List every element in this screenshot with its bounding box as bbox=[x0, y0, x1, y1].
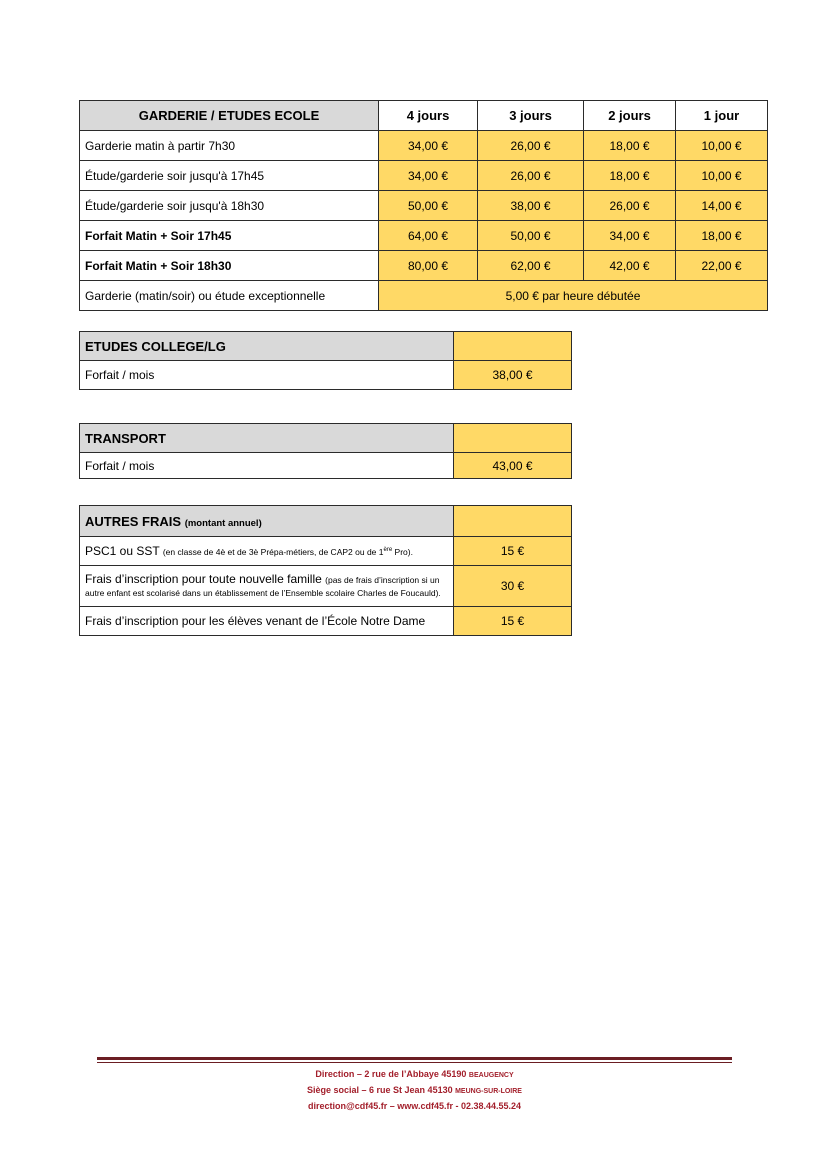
price-cell: 26,00 € bbox=[478, 161, 584, 191]
garderie-title: GARDERIE / ETUDES ECOLE bbox=[80, 101, 379, 131]
price-cell: 50,00 € bbox=[379, 191, 478, 221]
row-label: Forfait / mois bbox=[80, 453, 454, 479]
section-header-row bbox=[80, 424, 572, 453]
price-cell: 10,00 € bbox=[676, 131, 768, 161]
footer-city: BEAUGENCY bbox=[468, 1072, 514, 1079]
note-text: (en classe de 4è et de 3è Prépa-métiers, de CAP2 ou de 1 bbox=[162, 547, 384, 557]
row-label-note bbox=[163, 547, 413, 557]
table-row bbox=[80, 251, 768, 281]
price-cell: 22,00 € bbox=[676, 251, 768, 281]
price-cell: 80,00 € bbox=[379, 251, 478, 281]
row-label-text: PSC1 ou SST bbox=[85, 544, 160, 558]
column-header: 2 jours bbox=[584, 101, 676, 131]
price-cell: 10,00 € bbox=[676, 161, 768, 191]
price-cell: 43,00 € bbox=[454, 453, 572, 479]
price-cell: 30 € bbox=[454, 566, 572, 607]
note-end: Pro). bbox=[392, 547, 413, 557]
note-superscript: ère bbox=[383, 547, 393, 554]
price-cell: 42,00 € bbox=[584, 251, 676, 281]
price-cell: 38,00 € bbox=[478, 191, 584, 221]
table-row bbox=[80, 281, 768, 311]
header-value-cell bbox=[454, 424, 572, 453]
footer-city: MEUNG-SUR-LOIRE bbox=[455, 1088, 522, 1095]
price-cell: 38,00 € bbox=[454, 361, 572, 390]
price-cell: 64,00 € bbox=[379, 221, 478, 251]
row-label: Garderie (matin/soir) ou étude exceptionnelle bbox=[80, 281, 379, 311]
table-row bbox=[80, 191, 768, 221]
price-cell: 5,00 € par heure débutée bbox=[379, 281, 768, 311]
price-cell: 50,00 € bbox=[478, 221, 584, 251]
row-label bbox=[80, 566, 454, 607]
row-label-text: Frais d’inscription pour toute nouvelle famille bbox=[85, 572, 322, 586]
section-title bbox=[80, 506, 454, 537]
section-title-text: AUTRES FRAIS bbox=[85, 513, 182, 529]
footer-text: Siège social – 6 rue St Jean 45130 bbox=[307, 1085, 456, 1095]
price-cell: 26,00 € bbox=[584, 191, 676, 221]
price-cell: 26,00 € bbox=[478, 131, 584, 161]
price-cell: 34,00 € bbox=[379, 161, 478, 191]
section-title: TRANSPORT bbox=[80, 424, 454, 453]
row-label: Étude/garderie soir jusqu'à 18h30 bbox=[80, 191, 379, 221]
footer-address-direction bbox=[97, 1067, 732, 1083]
header-value-cell bbox=[454, 332, 572, 361]
row-label: Forfait Matin + Soir 18h30 bbox=[80, 251, 379, 281]
price-cell: 18,00 € bbox=[676, 221, 768, 251]
etudes-college-table bbox=[79, 331, 572, 390]
footer-divider-thick bbox=[97, 1057, 732, 1060]
garderie-header-row bbox=[80, 101, 768, 131]
garderie-table bbox=[79, 100, 768, 311]
column-header: 4 jours bbox=[379, 101, 478, 131]
section-title-note: (montant annuel) bbox=[184, 517, 262, 529]
table-row bbox=[80, 453, 572, 479]
table-row bbox=[80, 161, 768, 191]
row-label: Forfait / mois bbox=[80, 361, 454, 390]
price-cell: 18,00 € bbox=[584, 131, 676, 161]
row-label: Garderie matin à partir 7h30 bbox=[80, 131, 379, 161]
price-cell: 15 € bbox=[454, 607, 572, 636]
row-label: Frais d’inscription pour les élèves venant de l’École Notre Dame bbox=[80, 607, 454, 636]
footer bbox=[97, 1067, 732, 1113]
price-cell: 15 € bbox=[454, 537, 572, 566]
price-cell: 18,00 € bbox=[584, 161, 676, 191]
table-row bbox=[80, 221, 768, 251]
header-value-cell bbox=[454, 506, 572, 537]
section-header-row bbox=[80, 332, 572, 361]
footer-address-siege bbox=[97, 1083, 732, 1099]
table-row bbox=[80, 566, 572, 607]
autres-frais-table bbox=[79, 505, 572, 636]
price-cell: 14,00 € bbox=[676, 191, 768, 221]
price-cell: 34,00 € bbox=[584, 221, 676, 251]
column-header: 3 jours bbox=[478, 101, 584, 131]
row-label bbox=[80, 537, 454, 566]
transport-table bbox=[79, 423, 572, 479]
price-cell: 62,00 € bbox=[478, 251, 584, 281]
footer-text: Direction – 2 rue de l’Abbaye 45190 bbox=[315, 1069, 469, 1079]
column-header: 1 jour bbox=[676, 101, 768, 131]
section-title: ETUDES COLLEGE/LG bbox=[80, 332, 454, 361]
section-header-row bbox=[80, 506, 572, 537]
table-row bbox=[80, 361, 572, 390]
row-label: Étude/garderie soir jusqu'à 17h45 bbox=[80, 161, 379, 191]
row-label: Forfait Matin + Soir 17h45 bbox=[80, 221, 379, 251]
row-label-note: (pas de frais d’inscription si un autre enfant est scolarisé dans un établissement de l’Ensemble scolaire Charles de Foucauld). bbox=[85, 575, 441, 598]
table-row bbox=[80, 537, 572, 566]
price-cell: 34,00 € bbox=[379, 131, 478, 161]
table-row bbox=[80, 607, 572, 636]
table-row bbox=[80, 131, 768, 161]
footer-divider-thin bbox=[97, 1062, 732, 1063]
footer-contact: direction@cdf45.fr – www.cdf45.fr - 02.38.44.55.24 bbox=[307, 1101, 522, 1111]
